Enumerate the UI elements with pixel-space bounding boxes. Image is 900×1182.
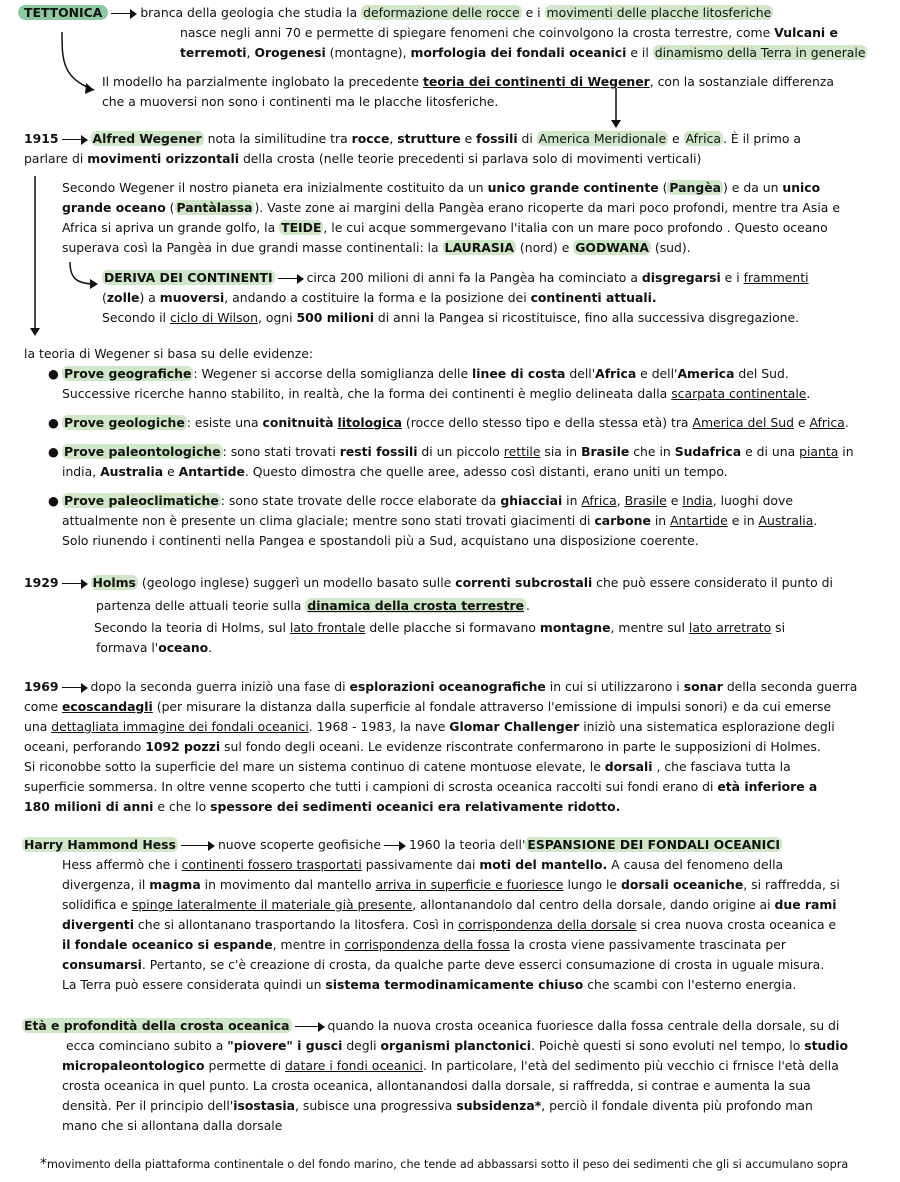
bold: dorsali	[604, 759, 653, 774]
text: parlare di	[24, 151, 88, 166]
footnote-text: movimento della piattaforma continentale o del fondo marino, che tende ad abbassarsi sotto il peso dei sedimenti che gli si accumulano sopra	[47, 1158, 849, 1171]
arrow-icon	[62, 683, 88, 693]
text: e	[668, 131, 684, 146]
underline: scarpata continentale	[671, 386, 807, 401]
bold: strutture	[397, 131, 461, 146]
intro-text: nasce negli anni 70 e permette di spiegare fenomeni che coinvolgono la crosta terrestre, come	[180, 25, 771, 40]
text: circa 200 milioni di anni fa la Pangèa ha cominciato a	[306, 270, 642, 285]
hess-paragraph	[62, 855, 884, 995]
bold: zolle	[106, 290, 140, 305]
arrow-icon	[111, 9, 137, 19]
text: della seconda guerra	[722, 679, 858, 694]
highlight-prove: Prove paleontologiche	[64, 444, 221, 459]
text: , si raffredda, si	[743, 877, 840, 892]
text: delle placche si formavano	[365, 620, 540, 635]
text: e	[163, 464, 179, 479]
bold: età inferiore a	[717, 779, 818, 794]
section-eta	[22, 1016, 882, 1036]
text: e in	[727, 513, 759, 528]
text: Secondo il	[102, 310, 170, 325]
arrow-icon	[295, 1022, 325, 1032]
text: mano che si allontana dalla dorsale	[62, 1118, 283, 1133]
bold: unico	[782, 180, 821, 195]
bold: rocce	[351, 131, 390, 146]
intro-text: (montagne),	[325, 45, 411, 60]
arrow-icon	[62, 579, 88, 589]
text: della crosta (nelle teorie precedenti si parlava solo di movimenti verticali)	[239, 151, 702, 166]
text: Si riconobbe sotto la superficie del mare un sistema continuo di catene montuose elevate, le	[24, 759, 605, 774]
footnote	[40, 1154, 890, 1175]
underline: ciclo di Wilson	[169, 310, 258, 325]
text: , subisce una progressiva	[294, 1098, 457, 1113]
underline: rettile	[503, 444, 541, 459]
highlight-deformazione: deformazione delle rocce	[363, 5, 520, 20]
underline: America del Sud	[692, 415, 794, 430]
underline: India	[682, 493, 713, 508]
text: ecca cominciano subito a	[66, 1038, 228, 1053]
text: : sono stati trovati	[222, 444, 340, 459]
text: (geologo inglese) suggerì un modello basato sulle	[137, 575, 456, 590]
text: sia in	[540, 444, 582, 459]
bold: Antartide	[178, 464, 245, 479]
bold: Glomar Challenger	[449, 719, 580, 734]
text: , allontanandolo dal centro della dorsale, dando origine ai	[412, 897, 775, 912]
bold: Africa	[595, 366, 637, 381]
arrow-icon	[181, 841, 215, 851]
text: in	[650, 513, 671, 528]
bold: oceano	[158, 640, 209, 655]
text: si	[771, 620, 786, 635]
text: ). Vaste zone ai margini della Pangèa erano ricoperte da mari poco profondi, mentre tra Asia e	[254, 200, 840, 215]
bold: montagne	[539, 620, 611, 635]
highlight-hess: Harry Hammond Hess	[24, 837, 176, 852]
text: A causa del fenomeno della	[607, 857, 784, 872]
text: (	[658, 180, 668, 195]
intro-text: e il	[626, 45, 653, 60]
underline: continenti fossero trasportati	[181, 857, 362, 872]
bold: il fondale oceanico si espande	[62, 937, 273, 952]
prove-geologiche	[48, 413, 882, 433]
underline: lato frontale	[289, 620, 366, 635]
bold: consumarsi	[62, 957, 142, 972]
text: in	[838, 444, 854, 459]
text: solidifica e	[62, 897, 132, 912]
bold: conitnuità	[262, 415, 334, 430]
text: Il modello ha parzialmente inglobato la precedente	[102, 74, 423, 89]
highlight-laurasia: LAURASIA	[444, 240, 514, 255]
bold: continenti attuali.	[530, 290, 657, 305]
bold: correnti subcrostali	[455, 575, 593, 590]
eta-paragraph	[62, 1036, 884, 1136]
highlight-deriva: DERIVA DEI CONTINENTI	[104, 270, 273, 285]
section-1929	[24, 573, 884, 593]
bold: sistema termodinamicamente chiuso	[325, 977, 584, 992]
bold: esplorazioni oceanografiche	[349, 679, 546, 694]
text: attualmente non è presente un clima glaciale; mentre sono stati trovati giacimenti di	[62, 513, 595, 528]
text: e dell'	[636, 366, 678, 381]
text: superava così la Pangèa in due grandi masse continentali: la	[62, 240, 443, 255]
text: .	[525, 598, 530, 613]
bold: studio	[804, 1038, 848, 1053]
highlight-teide: TEIDE	[281, 220, 322, 235]
underline: corrispondenza della dorsale	[458, 917, 637, 932]
text: crosta oceanica in quel punto. La crosta oceanica, allontanandosi dalla dorsale, si raffredda, si contrae e aumenta la sua	[62, 1078, 811, 1093]
arrow-icon	[384, 841, 406, 851]
bold: fossili	[476, 131, 518, 146]
prove-paleoclimatiche	[48, 491, 882, 551]
bold: disgregarsi	[641, 270, 721, 285]
underline: Australia	[758, 513, 814, 528]
bold: "piovere" i gusci	[227, 1038, 343, 1053]
bold: Brasile	[581, 444, 630, 459]
bold: organismi planctonici	[380, 1038, 532, 1053]
bold: sonar	[683, 679, 723, 694]
intro-text: branca della geologia che studia la	[140, 5, 358, 20]
text: nota la similitudine tra	[203, 131, 352, 146]
text: (	[165, 200, 175, 215]
text: e	[793, 415, 810, 430]
text: (sud).	[650, 240, 691, 255]
text: . Pertanto, se c'è creazione di crosta, da qualche parte deve esserci consumazione di crosta in uguale misura.	[141, 957, 825, 972]
text: : esiste una	[186, 415, 263, 430]
text: dell'	[565, 366, 596, 381]
intro-bold: morfologia dei fondali oceanici	[410, 45, 627, 60]
intro-section	[18, 3, 888, 23]
underline: pianta	[799, 444, 839, 459]
section-hess	[22, 835, 882, 855]
text: Secondo la teoria di Holms, sul	[94, 620, 290, 635]
intro-bold: Vulcani e	[774, 25, 838, 40]
intro-bold: terremoti	[180, 45, 247, 60]
underline: Antartide	[670, 513, 728, 528]
bold: due rami	[774, 897, 837, 912]
deriva-paragraph	[102, 268, 882, 328]
bold: movimenti orizzontali	[87, 151, 239, 166]
highlight-africa: Africa	[685, 131, 721, 146]
highlight-movimenti: movimenti delle placche litosferiche	[546, 5, 772, 20]
text: dopo la seconda guerra iniziò una fase di	[90, 679, 350, 694]
text: Secondo Wegener il nostro pianeta era inizialmente costituito da un	[62, 180, 488, 195]
underline: corrispondenza della fossa	[344, 937, 510, 952]
text: partenza delle attuali teorie sulla	[96, 598, 306, 613]
underline: arriva in superficie e fuoriesce	[375, 877, 564, 892]
text: La Terra può essere considerata quindi un	[62, 977, 326, 992]
intro-text: e i	[525, 5, 541, 20]
wegener-paragraph	[62, 178, 882, 258]
bold: carbone	[594, 513, 651, 528]
text: . È il primo a	[722, 131, 801, 146]
bold: isostasia	[233, 1098, 295, 1113]
bold: Australia	[100, 464, 164, 479]
section-1969	[24, 677, 884, 817]
text: che a muoversi non sono i continenti ma le placche litosferiche.	[102, 94, 499, 109]
bold: muoversi	[159, 290, 225, 305]
text: in movimento dal mantello	[200, 877, 376, 892]
text: ,	[616, 493, 625, 508]
highlight-america: America Meridionale	[538, 131, 667, 146]
bold: America	[677, 366, 735, 381]
bold: 180 milioni di anni	[24, 799, 154, 814]
text: permette di	[204, 1058, 286, 1073]
prove-geografiche	[48, 364, 882, 404]
bullet-icon: ●	[48, 415, 59, 430]
underline: litologica	[337, 415, 402, 430]
bold: Sudafrica	[674, 444, 742, 459]
text: , andando a costituire la forma e la posizione dei	[224, 290, 531, 305]
text: Hess affermò che i	[62, 857, 182, 872]
text: che in	[629, 444, 675, 459]
text: (rocce dello stesso tipo e della stessa età) tra	[401, 415, 693, 430]
text: di un piccolo	[417, 444, 504, 459]
text: . 1968 - 1983, la nave	[308, 719, 450, 734]
text: (	[102, 290, 107, 305]
evidenze-intro: la teoria di Wegener si basa su delle evidenze:	[24, 346, 314, 361]
bullet-icon: ●	[48, 366, 59, 381]
bold: subsidenza*	[456, 1098, 542, 1113]
text: : sono state trovate delle rocce elaborate da	[220, 493, 501, 508]
text: e	[666, 493, 683, 508]
text: la crosta viene passivamente trascinata per	[509, 937, 787, 952]
underline: spinge lateralmente il materiale già presente	[131, 897, 413, 912]
bold: ghiacciai	[500, 493, 563, 508]
footnote-star: *	[40, 1156, 47, 1172]
text: Successive ricerche hanno stabilito, in realtà, che la forma dei continenti è meglio delineata dalla	[62, 386, 672, 401]
text: . In particolare, l'età del sedimento più vecchio ci frnisce l'età della	[422, 1058, 839, 1073]
text: india,	[62, 464, 101, 479]
intro-bold: Orogenesi	[254, 45, 326, 60]
underline: dettagliata immagine dei fondali oceanici	[51, 719, 309, 734]
text: Africa si apriva un grande golfo, la	[62, 220, 280, 235]
text: una	[24, 719, 52, 734]
bold: 500 milioni	[296, 310, 374, 325]
arrow-icon	[278, 274, 304, 284]
bold: dorsali oceaniche	[620, 877, 744, 892]
text: in	[562, 493, 582, 508]
text: , perciò il fondale diventa più profondo man	[541, 1098, 813, 1113]
year-1969: 1969	[24, 679, 59, 694]
text: oceani, perforando	[24, 739, 146, 754]
underline: frammenti	[743, 270, 809, 285]
section-1915	[24, 129, 884, 169]
text: superficie sommersa. In oltre venne scoperto che tutti i campioni di scrosta oceanica raccolti sui fondi erano di	[24, 779, 718, 794]
underline: Brasile	[624, 493, 667, 508]
underline: datare i fondi oceanici	[285, 1058, 423, 1073]
bold: divergenti	[62, 917, 134, 932]
text: Solo riunendo i continenti nella Pangea e spostandoli più a Sud, acquistano una disposizione coerente.	[62, 533, 699, 548]
text: e che lo	[153, 799, 211, 814]
text: .	[208, 640, 213, 655]
highlight-pantalassa: Pantàlassa	[176, 200, 253, 215]
bold: resti fossili	[339, 444, 418, 459]
text: , mentre sul	[610, 620, 689, 635]
text: quando la nuova crosta oceanica fuoriesce dalla fossa centrale della dorsale, su di	[327, 1018, 840, 1033]
underline: lato arretrato	[688, 620, 772, 635]
text: . Questo dimostra che quelle aree, adesso così distanti, erano uniti un tempo.	[244, 464, 728, 479]
text: iniziò una sistematica esplorazione degli	[579, 719, 835, 734]
underline: Africa	[809, 415, 845, 430]
bold: grande oceano	[62, 200, 166, 215]
highlight-pangea: Pangèa	[669, 180, 721, 195]
title-tettonica: TETTONICA	[18, 5, 108, 20]
text: che si allontanano trasportando la litosfera. Così in	[133, 917, 459, 932]
bold: unico grande continente	[487, 180, 659, 195]
text: passivamente dai	[361, 857, 480, 872]
text: .	[806, 386, 811, 401]
section-1929-cont	[96, 596, 886, 616]
text: . Poichè questi si sono evoluti nel tempo, lo	[531, 1038, 805, 1053]
highlight-eta: Età e profondità della crosta oceanica	[24, 1018, 290, 1033]
text: del Sud.	[734, 366, 789, 381]
text: divergenza, il	[62, 877, 150, 892]
text: che scambi con l'esterno energia.	[583, 977, 797, 992]
text: , luoghi dove	[712, 493, 793, 508]
highlight-dinamica: dinamica della crosta terrestre	[307, 598, 524, 613]
highlight-espansione: ESPANSIONE DEI FONDALI OCEANICI	[527, 837, 780, 852]
text: densità. Per il principio dell'	[62, 1098, 234, 1113]
text: ,	[389, 131, 398, 146]
intro-line-2	[180, 23, 890, 63]
year-1929: 1929	[24, 575, 59, 590]
holms-theory	[94, 618, 884, 658]
bold: spessore dei sedimenti oceanici era relativamente ridotto.	[210, 799, 621, 814]
highlight-godwana: GODWANA	[575, 240, 649, 255]
text: , le cui acque sommergevano l'italia con un mare poco profondo . Questo oceano	[323, 220, 828, 235]
text: formava l'	[96, 640, 159, 655]
bullet-icon: ●	[48, 444, 59, 459]
text: di	[517, 131, 537, 146]
highlight-dinamismo: dinamismo della Terra in generale	[654, 45, 866, 60]
text: e	[460, 131, 477, 146]
text: .	[813, 513, 818, 528]
highlight-prove: Prove geologiche	[64, 415, 185, 430]
text: (per misurare la distanza dalla superficie al fondale attraverso l'emissione di impulsi sonori) e da cui emerse	[152, 699, 832, 714]
text: lungo le	[563, 877, 621, 892]
text: si crea nuova crosta oceanica e	[636, 917, 837, 932]
teoria-wegener: teoria dei continenti di Wegener	[422, 74, 650, 89]
bold: moti del mantello.	[479, 857, 608, 872]
text: nuove scoperte geofisiche	[217, 837, 382, 852]
text: : Wegener si accorse della somiglianza delle	[193, 366, 473, 381]
text: in cui si utilizzarono i	[545, 679, 684, 694]
highlight-wegener: Alfred Wegener	[92, 131, 202, 146]
highlight-holms: Holms	[92, 575, 136, 590]
highlight-prove: Prove paleoclimatiche	[64, 493, 219, 508]
text: e di una	[741, 444, 800, 459]
underline: Africa	[581, 493, 617, 508]
bold: 1092 pozzi	[145, 739, 221, 754]
text: sul fondo degli oceani. Le evidenze riscontrate confermarono in parte le supposizioni di Holmes.	[220, 739, 821, 754]
highlight-prove: Prove geografiche	[64, 366, 192, 381]
model-paragraph	[102, 72, 882, 112]
text: di anni la Pangea si ricostituisce, fino alla successiva disgregazione.	[373, 310, 800, 325]
text: che può essere considerato il punto di	[592, 575, 833, 590]
bold: micropaleontologico	[62, 1058, 205, 1073]
text: .	[844, 415, 849, 430]
text: ) e da un	[723, 180, 783, 195]
bold: magma	[149, 877, 201, 892]
year-1915: 1915	[24, 131, 59, 146]
bullet-icon: ●	[48, 493, 59, 508]
text: 1960 la teoria dell'	[409, 837, 526, 852]
intro-text: ,	[246, 45, 255, 60]
text: come	[24, 699, 63, 714]
text: (nord) e	[515, 240, 574, 255]
text: degli	[342, 1038, 381, 1053]
bold: linee di costa	[472, 366, 566, 381]
text: , con la sostanziale differenza	[649, 74, 834, 89]
underline: ecoscandagli	[62, 699, 153, 714]
prove-paleontologiche	[48, 442, 882, 482]
arrow-icon	[62, 135, 88, 145]
text: , ogni	[257, 310, 297, 325]
text: e i	[720, 270, 744, 285]
text: , mentre in	[272, 937, 345, 952]
text: ) a	[139, 290, 160, 305]
text: , che fasciava tutta la	[652, 759, 791, 774]
